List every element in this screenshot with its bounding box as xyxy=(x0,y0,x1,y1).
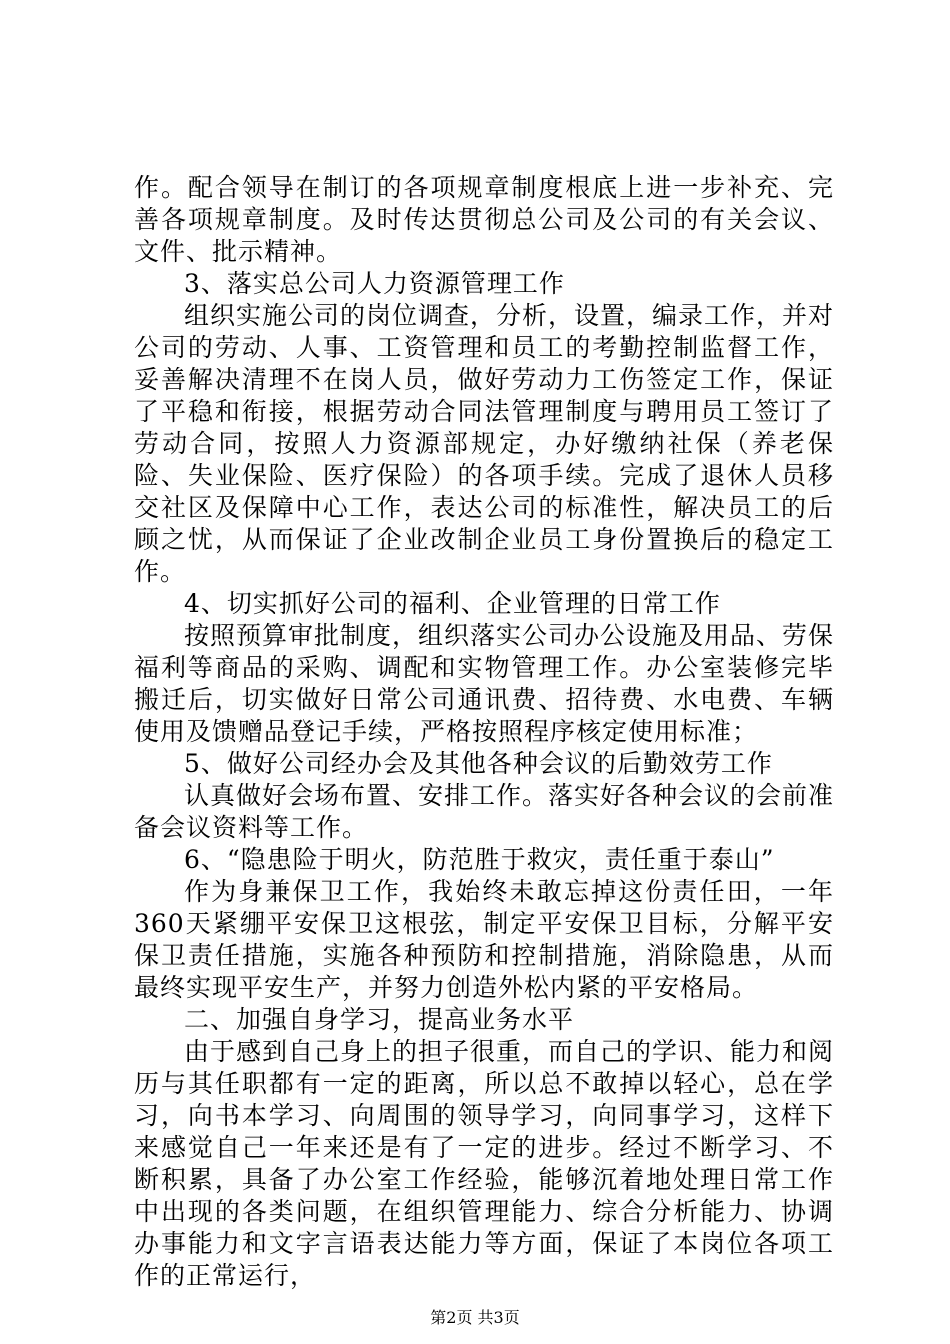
page-number: 第2页 共3页 xyxy=(430,1308,520,1327)
paragraph-4: 按照预算审批制度，组织落实公司办公设施及用品、劳保福利等商品的采购、调配和实物管理工作。办公室装修完毕搬迁后，切实做好日常公司通讯费、招待费、水电费、车辆使用及馈赠品登记手续，严格按照程序核定使用标准； xyxy=(134,621,835,746)
section-heading-5: 5、做好公司经办会及其他各种会议的后勤效劳工作 xyxy=(184,749,773,778)
section-heading-4: 4、切实抓好公司的福利、企业管理的日常工作 xyxy=(184,589,721,618)
section-heading-3: 3、落实总公司人力资源管理工作 xyxy=(184,269,565,298)
paragraph-6: 认真做好会场布置、安排工作。落实好各种会议的会前准备会议资料等工作。 xyxy=(134,781,835,842)
paragraph-2: 组织实施公司的岗位调查，分析，设置，编录工作，并对公司的劳动、人事、工资管理和员工的考勤控制监督工作，妥善解决清理不在岗人员，做好劳动力工伤签定工作，保证了平稳和衔接，根据劳动合同法管理制度与聘用员工签订了劳动合同，按照人力资源部规定，办好缴纳社保（养老保险、失业保险、医疗保险）的各项手续。完成了退休人员移交社区及保障中心工作，表达公司的标准性，解决员工的后顾之忧，从而保证了企业改制企业员工身份置换后的稳定工作。 xyxy=(134,301,835,586)
body-text xyxy=(134,172,834,1292)
paragraph-0: 作。配合领导在制订的各项规章制度根底上进一步补充、完善各项规章制度。及时传达贯彻总公司及公司的有关会议、文件、批示精神。 xyxy=(134,173,834,266)
section-heading-6: 6、“隐患险于明火，防范胜于救灾，责任重于泰山” xyxy=(184,845,775,874)
paragraph-8: 作为身兼保卫工作，我始终未敢忘掉这份责任田，一年360天紧绷平安保卫这根弦，制定平安保卫目标，分解平安保卫责任措施，实施各种预防和控制措施，消除隐患，从而最终实现平安生产，并努力创造外松内紧的平安格局。 xyxy=(134,877,834,1002)
section-heading-two: 二、加强自身学习，提高业务水平 xyxy=(184,1005,575,1034)
paragraph-10: 由于感到自己身上的担子很重，而自己的学识、能力和阅历与其任职都有一定的距离，所以总不敢掉以轻心，总在学习，向书本学习、向周围的领导学习，向同事学习，这样下来感觉自己一年来还是有了一定的进步。经过不断学习、不断积累，具备了办公室工作经验，能够沉着地处理日常工作中出现的各类问题，在组织管理能力、综合分析能力、协调办事能力和文字言语表达能力等方面，保证了本岗位各项工作的正常运行， xyxy=(134,1037,835,1290)
